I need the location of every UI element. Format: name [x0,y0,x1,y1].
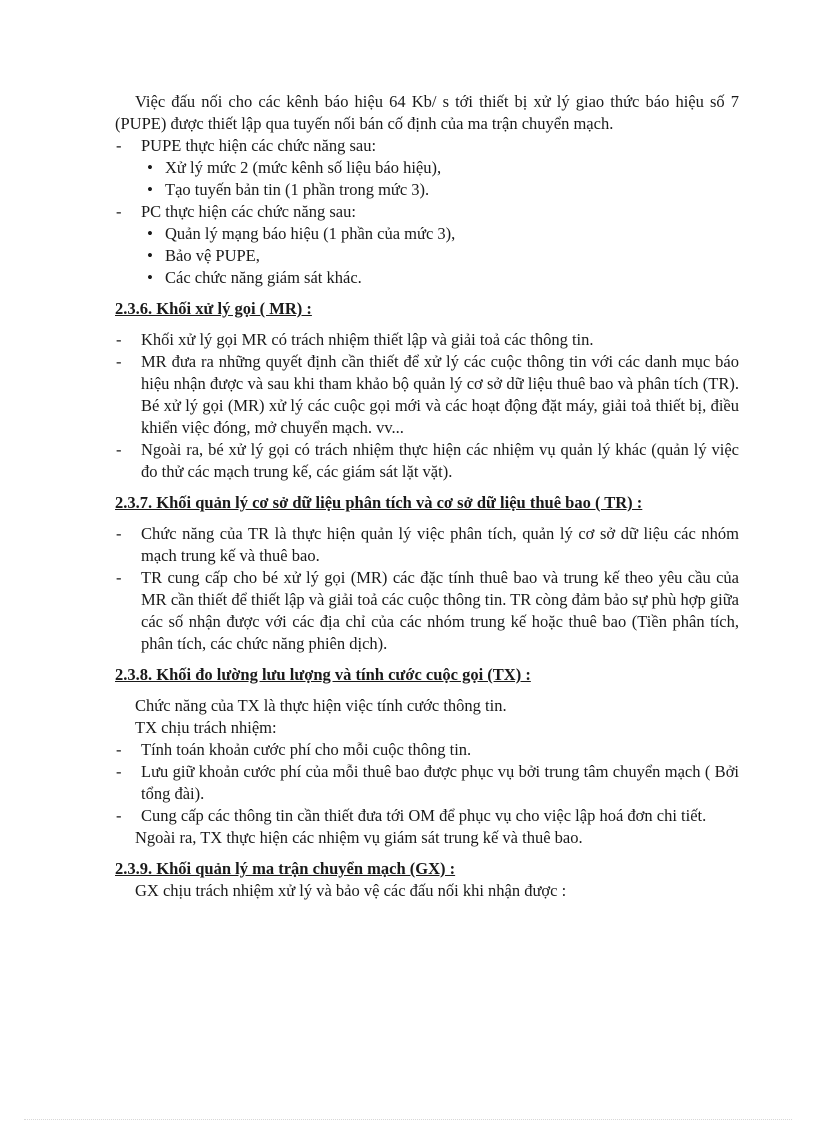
list-item: • Quản lý mạng báo hiệu (1 phần của mức 3), [115,223,739,245]
list-item [115,201,739,223]
list-item: - Khối xử lý gọi MR có trách nhiệm thiết lập và giải toả các thông tin. [115,329,739,351]
pc-item-text: PC thực hiện các chức năng sau: [141,202,356,221]
list-item: - Cung cấp các thông tin cần thiết đưa tới OM để phục vụ cho việc lập hoá đơn chi tiết. [115,805,739,827]
list-item: • Bảo vệ PUPE, [115,245,739,267]
intro-list-pc [115,201,739,223]
list-item: - TR cung cấp cho bé xử lý gọi (MR) các đặc tính thuê bao và trung kế theo yêu cầu của MR cần thiết để thiết lập và giải toả các cuộc thông tin. TR còng đảm bảo sự phù hợp giữa các số nhận được với các địa chỉ của các nhóm trung kế hoặc thuê bao (Tiền phân tích, phân tích, các chức năng phiên dịch). [115,567,739,655]
gx-lead-line: GX chịu trách nhiệm xử lý và bảo vệ các đấu nối khi nhận được : [135,881,567,900]
section-mr-list [115,329,739,483]
list-item [115,135,739,157]
list-item: - Chức năng của TR là thực hiện quản lý việc phân tích, quản lý cơ sở dữ liệu các nhóm mạch trung kế và thuê bao. [115,523,739,567]
pupe-item-text: PUPE thực hiện các chức năng sau: [141,136,377,155]
intro-list [115,135,739,157]
document-page [115,91,739,902]
section-heading-mr: 2.3.6. Khối xử lý gọi ( MR) : [115,299,312,318]
section-heading-tx: 2.3.8. Khối đo lường lưu lượng và tính cước cuộc gọi (TX) : [115,665,531,684]
list-item: - Lưu giữ khoản cước phí của mỗi thuê bao được phục vụ bởi trung tâm chuyển mạch ( Bởi tổng đài). [115,761,739,805]
pupe-bullet-list [115,157,739,201]
list-item: • Các chức năng giám sát khác. [115,267,739,289]
list-item: - Ngoài ra, bé xử lý gọi có trách nhiệm thực hiện các nhiệm vụ quản lý khác (quản lý việc đo thử các mạch trung kế, các giám sát lặt vặt). [115,439,739,483]
pc-bullet-list [115,223,739,289]
intro-paragraph: Việc đấu nối cho các kênh báo hiệu 64 Kb/ s tới thiết bị xử lý giao thức báo hiệu số 7 (PUPE) được thiết lập qua tuyến nối bán cố định của ma trận chuyển mạch. [115,92,739,133]
section-tr-list [115,523,739,655]
tx-lead-line: Chức năng của TX là thực hiện việc tính cước thông tin. [135,696,507,715]
list-item: - Tính toán khoản cước phí cho mỗi cuộc thông tin. [115,739,739,761]
list-item: • Tạo tuyến bản tin (1 phần trong mức 3). [115,179,739,201]
section-heading-gx: 2.3.9. Khối quản lý ma trận chuyển mạch (GX) : [115,859,456,878]
section-heading-tr: 2.3.7. Khối quản lý cơ sở dữ liệu phân tích và cơ sở dữ liệu thuê bao ( TR) : [115,493,643,512]
tx-tail-line: Ngoài ra, TX thực hiện các nhiệm vụ giám sát trung kế và thuê bao. [135,828,583,847]
list-item: • Xử lý mức 2 (mức kênh số liệu báo hiệu), [115,157,739,179]
list-item: - MR đưa ra những quyết định cần thiết để xử lý các cuộc thông tin với các danh mục báo hiệu nhận được và sau khi tham khảo bộ quản lý cơ sở dữ liệu thuê bao và phân tích (TR). Bé xử lý gọi (MR) xử lý các cuộc gọi mới và các hoạt động đặt máy, giải toả thiết bị, điều khiển việc đóng, mở chuyển mạch. vv... [115,351,739,439]
page-bottom-rule [24,1119,792,1120]
section-tx-list [115,739,739,827]
tx-lead-line: TX chịu trách nhiệm: [135,718,277,737]
